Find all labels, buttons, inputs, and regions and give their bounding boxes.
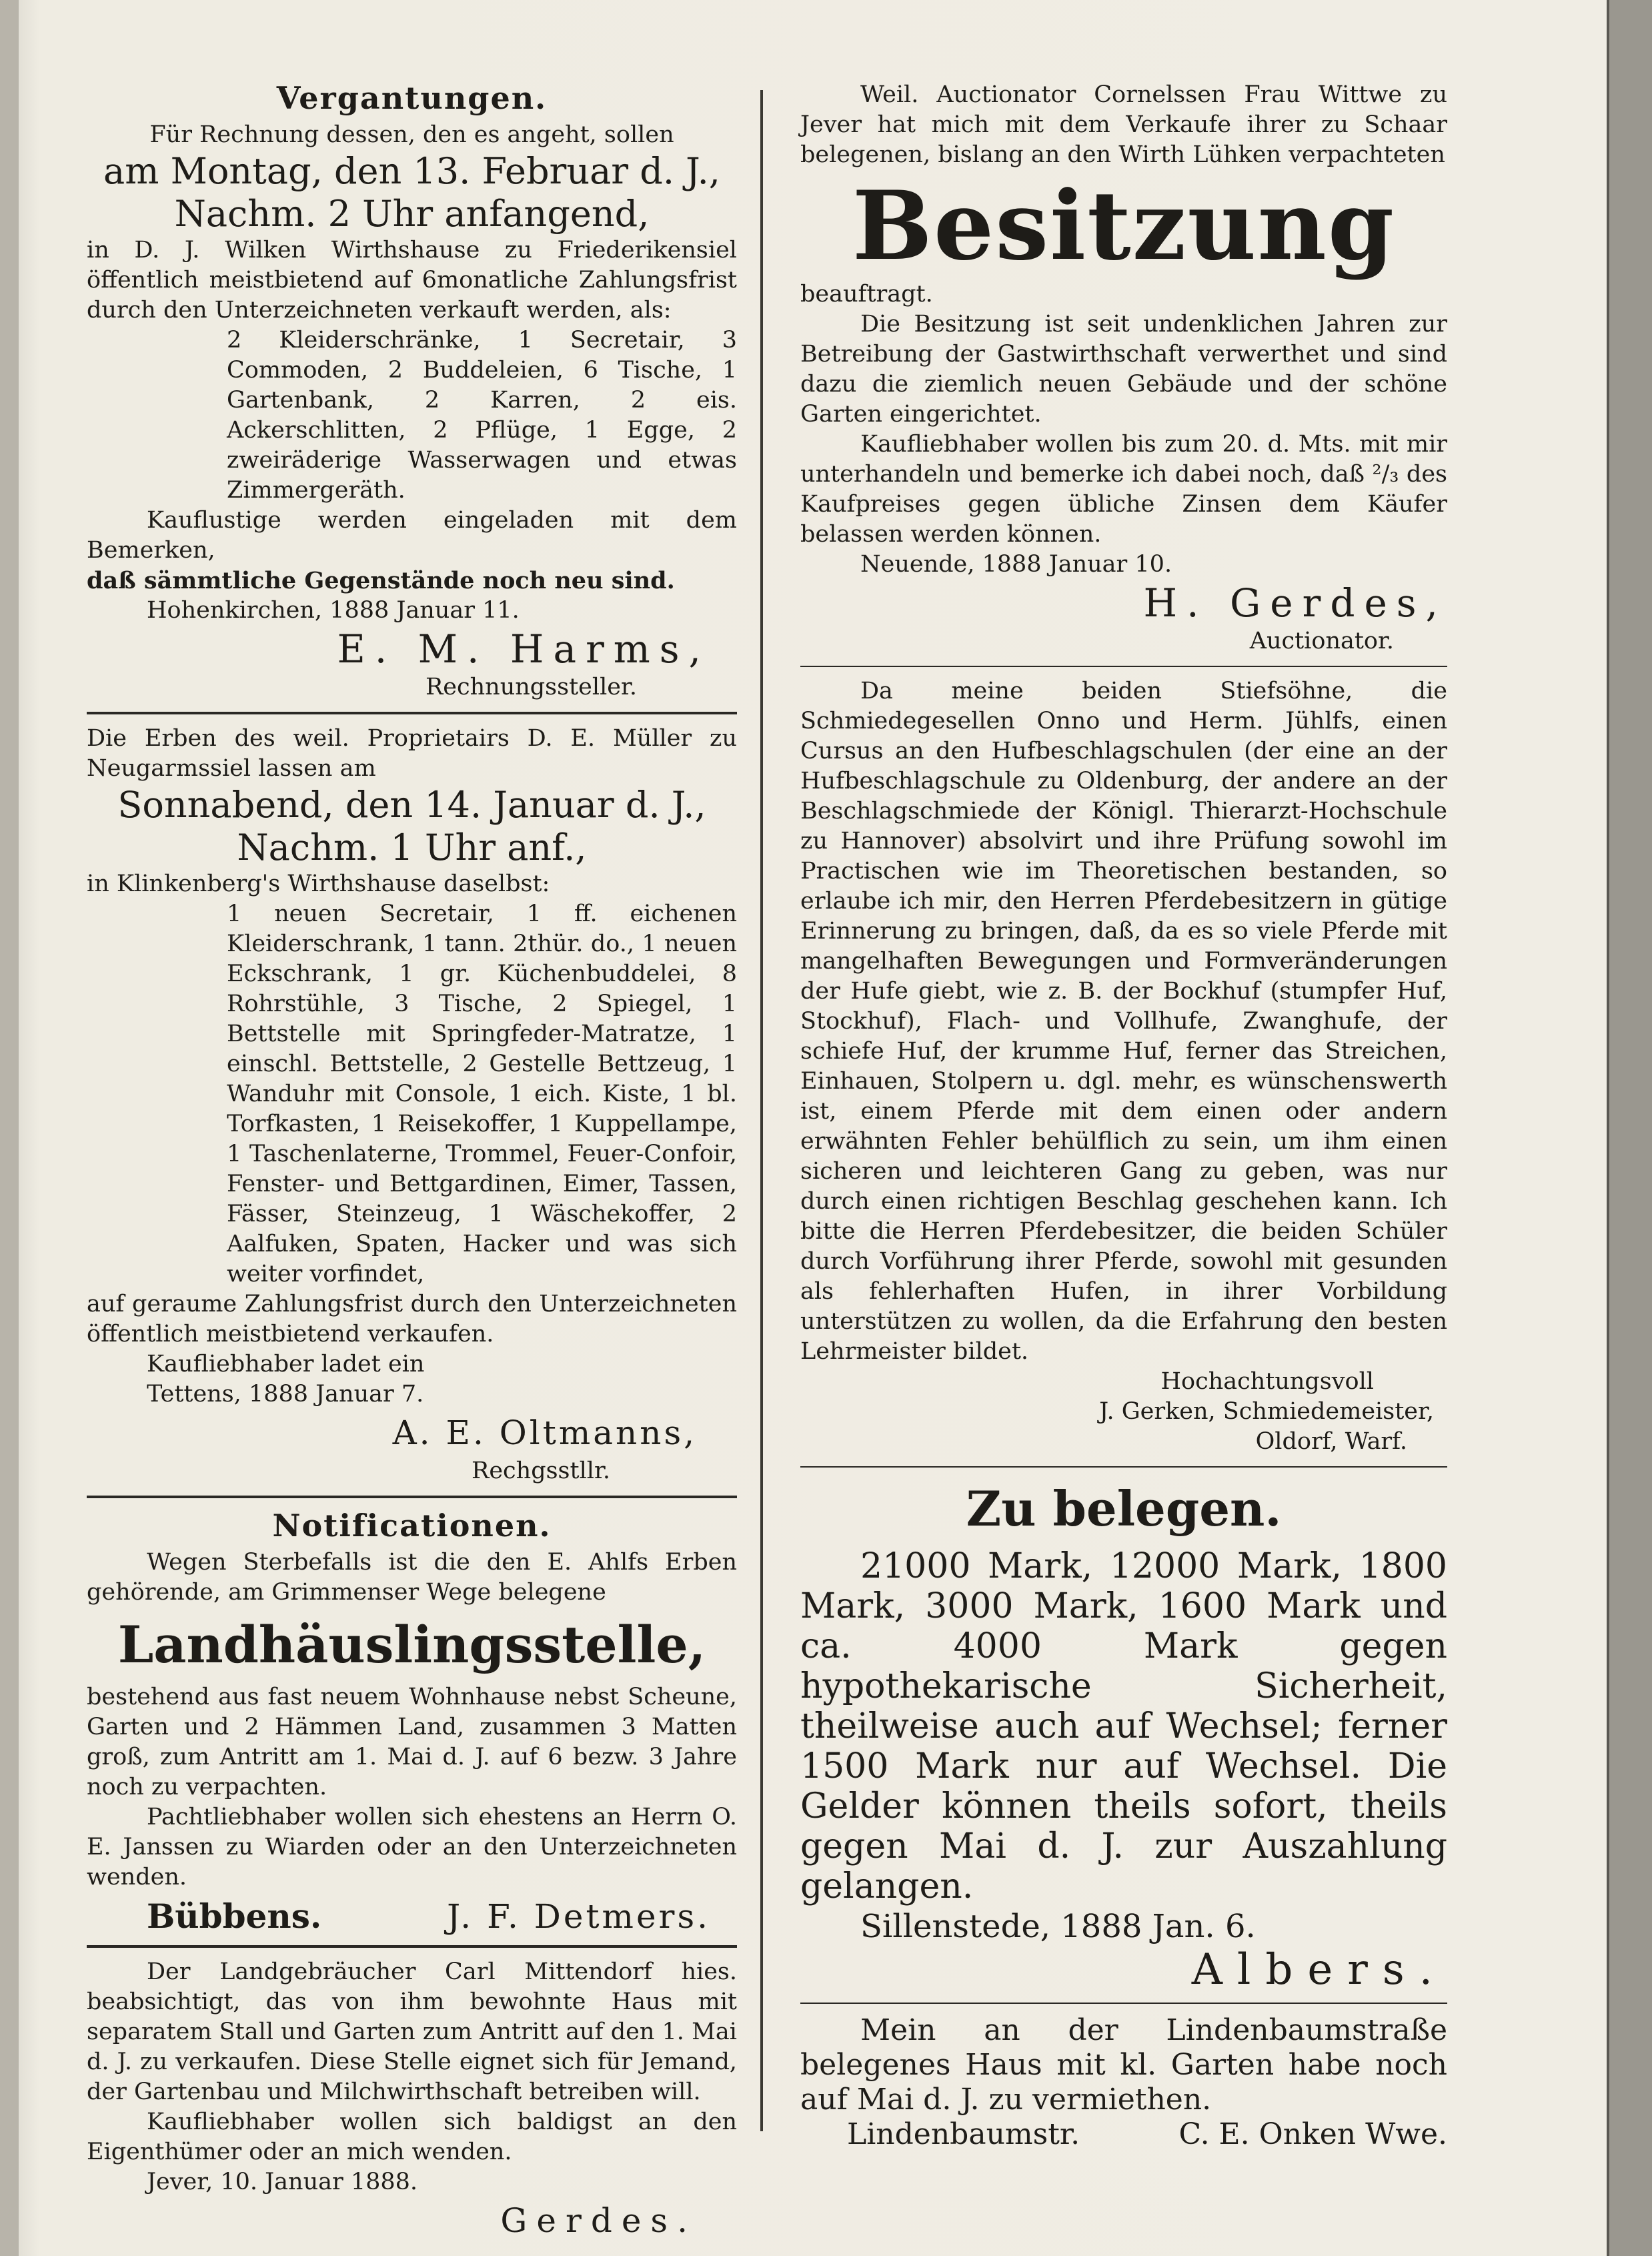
ad-body: bestehend aus fast neuem Wohnhause nebst Scheune, Garten und 2 Hämmen Land, zusammen 3 Matten groß, zum Antritt am 1. Mai d. J. auf 6 bezw. 3 Jahre noch zu verpachten. (87, 1684, 737, 1800)
ad-intro: Für Rechnung dessen, den es angeht, sollen (149, 121, 674, 148)
ad-zu-belegen (800, 1477, 1447, 1993)
ad-date-line: am Montag, den 13. Februar d. J., (103, 150, 720, 192)
ad-body: Mein an der Lindenbaumstraße belegenes Haus mit kl. Garten habe noch auf Mai d. J. zu vermiethen. (800, 2013, 1447, 2117)
ad-contact: Kaufliebhaber wollen sich baldigst an den Eigenthümer oder an mich wenden. (87, 2109, 737, 2165)
ad-mittendorf (87, 1957, 737, 2244)
page-left-edge (0, 0, 19, 2256)
ad-place: Bübbens. (147, 1896, 322, 1936)
ad-place-date: Sillenstede, 1888 Jan. 6. (860, 1908, 1256, 1945)
page-right-edge (1609, 0, 1652, 2256)
ad-separator (87, 1945, 737, 1948)
ad-time-line: Nachm. 1 Uhr anf., (237, 826, 587, 869)
ad-body: in D. J. Wilken Wirthshause zu Friederikensiel öffentlich meistbietend auf 6monatliche Zahlungsfrist durch den Unterzeichneten verkauft werden, als: (87, 237, 737, 324)
ad-date-line: Sonnabend, den 14. Januar d. J., (117, 784, 706, 826)
ad-signature: A. E. Oltmanns, (392, 1414, 697, 1452)
ad-place-date: Tettens, 1888 Januar 7. (147, 1381, 424, 1407)
section-title: Zu belegen. (966, 1480, 1282, 1537)
ad-intro: Die Erben des weil. Proprietairs D. E. Müller zu Neugarmssiel lassen am (87, 725, 737, 782)
ad-signature: E. M. Harms, (337, 626, 710, 672)
ad-signature-title: Rechnungssteller. (425, 674, 637, 700)
ad-body: Da meine beiden Stiefsöhne, die Schmiedegesellen Onno und Herm. Jühlfs, einen Cursus an den Hufbeschlagschulen (der eine an der Hufbeschlagschule zu Oldenburg, der andere an der Beschlagschmiede der Königl. Thierarzt-Hochschule zu Hannover) absolvirt und ihre Prüfung sowohl im Practischen wie im Theoretischen bestanden, so erlaube ich mir, den Herren Pferdebesitzern in gütige Erinnerung zu bringen, daß, da es so viele Pferde mit mangelhaften Bewegungen und Formveränderungen der Hufe giebt, wie z. B. der Bockhuf (stumpfer Huf, Stockhuf), Flach- und Vollhufe, Zwanghufe, der schiefe Huf, der krumme Huf, ferner das Streichen, Einhauen, Stolpern u. dgl. mehr, es wünschenswerth ist, einem Pferde mit dem einen oder andern erwähnten Fehler behülflich zu sein, um ihm einen sicheren und leichteren Gang zu geben, was nur durch einen richtigen Beschlag geschehen kann. Ich bitte die Herren Pferdebesitzer, die beiden Schüler durch Vorführung ihrer Pferde, sowohl mit gesunden als fehlerhaften Hufen, in ihrer Vorbildung unterstützen zu wollen, da die Erfahrung den besten Lehrmeister bildet. (800, 678, 1447, 1365)
ad-mueller-auction (87, 724, 737, 1486)
ad-assigned: beauftragt. (800, 281, 933, 308)
ad-body: Der Landgebräucher Carl Mittendorf hies. beabsichtigt, das von ihm bewohnte Haus mit separatem Stall und Garten zum Antritt auf den 1. Mai d. J. zu verkaufen. Diese Stelle eignet sich für Jemand, der Gartenbau und Milchwirthschaft betreiben will. (87, 1958, 737, 2105)
ad-signature-title: Auctionator. (1249, 628, 1394, 654)
ad-place-date: Hohenkirchen, 1888 Januar 11. (147, 597, 520, 624)
ad-hufbeschlag (800, 676, 1447, 1457)
ad-signature: J. F. Detmers. (447, 1897, 710, 1936)
section-title: Vergantungen. (276, 80, 548, 116)
column-divider (760, 90, 763, 2131)
ad-invite: Kaufliebhaber ladet ein (147, 1351, 425, 1377)
ad-street: Lindenbaumstr. (847, 2117, 1080, 2151)
ad-place: in Klinkenberg's Wirthshause daselbst: (87, 871, 550, 897)
ad-body: 21000 Mark, 12000 Mark, 1800 Mark, 3000 Mark, 1600 Mark und ca. 4000 Mark gegen hypothekarische Sicherheit, theilweise auch auf Wechsel; ferner 1500 Mark nur auf Wechsel. Die Gelder können theils sofort, theils gegen Mai d. J. zur Auszahlung gelangen. (800, 1546, 1447, 1906)
ad-signature: Albers. (1191, 1945, 1447, 1995)
ad-items: 2 Kleiderschränke, 1 Secretair, 3 Commoden, 2 Buddeleien, 6 Tische, 1 Gartenbank, 2 Karren, 2 eis. Ackerschlitten, 2 Pflüge, 1 Egge, 2 zweiräderige Wasserwagen und etwas Zimmergeräth. (227, 327, 737, 504)
ad-contact: Pachtliebhaber wollen sich ehestens an Herrn O. E. Janssen zu Wiarden oder an den Unterzeichneten wenden. (87, 1804, 737, 1890)
ad-body: Die Besitzung ist seit undenklichen Jahren zur Betreibung der Gastwirthschaft verwerthet und sind dazu die ziemlich neuen Gebäude und der schöne Garten eingerichtet. (800, 311, 1447, 428)
ad-signature: H. Gerdes, (1143, 580, 1447, 626)
ad-signature-title: Rechgsstllr. (471, 1458, 610, 1484)
ad-besitzung (800, 80, 1447, 656)
ad-note: daß sämmtliche Gegenstände noch neu sind. (87, 567, 675, 594)
ad-separator (87, 712, 737, 714)
ad-items: 1 neuen Secretair, 1 ff. eichenen Kleiderschrank, 1 tann. 2thür. do., 1 neuen Eckschrank, 1 gr. Küchenbuddelei, 8 Rohrstühle, 3 Tische, 2 Spiegel, 1 Bettstelle mit Springfeder-Matratze, 1 einschl. Bettstelle, 2 Gestelle Bettzeug, 1 Wanduhr mit Console, 1 eich. Kiste, 1 bl. Torfkasten, 1 Reisekoffer, 1 Kuppellampe, 1 Taschenlaterne, Trommel, Feuer-Confoir, Fenster- und Bettgardinen, Eimer, Tassen, Fässer, Steinzeug, 1 Wäschekoffer, 2 Aalfuken, Spaten, Hacker und was sich weiter vorfindet, (227, 901, 737, 1287)
ad-separator (800, 1466, 1447, 1468)
section-title: Notificationen. (272, 1508, 552, 1544)
ad-footer (800, 2117, 1447, 2151)
right-column (800, 80, 1447, 2151)
ad-separator (87, 1496, 737, 1498)
ad-terms: auf geraume Zahlungsfrist durch den Unterzeichneten öffentlich meistbietend verkaufen. (87, 1291, 737, 1347)
ad-invite: Kauflustige werden eingeladen mit dem Bemerken, (87, 507, 737, 564)
ad-intro: Weil. Auctionator Cornelssen Frau Wittwe zu Jever hat mich mit dem Verkaufe ihrer zu Schaar belegenen, bislang an den Wirth Lühken verpachteten (800, 81, 1447, 168)
ad-time-line: Nachm. 2 Uhr anfangend, (174, 193, 650, 235)
ad-place-date: Jever, 10. Januar 1888. (147, 2169, 418, 2195)
ad-footer (87, 1896, 737, 1936)
ad-place-date: Neuende, 1888 Januar 10. (860, 551, 1172, 578)
ad-lindenbaum (800, 2013, 1447, 2151)
left-column (87, 80, 737, 2244)
ad-notificationen (87, 1508, 737, 1936)
ad-vergantungen (87, 80, 737, 702)
ad-signature: Gerdes. (500, 2201, 697, 2240)
ad-address: Oldorf, Warf. (1255, 1428, 1407, 1455)
ad-closing: Hochachtungsvoll (1160, 1368, 1374, 1395)
ad-separator (800, 666, 1447, 667)
ad-signature: J. Gerken, Schmiedemeister, (1099, 1398, 1434, 1425)
ad-display-heading: Landhäuslingsstelle, (117, 1615, 706, 1674)
ad-display-heading: Besitzung (852, 171, 1396, 281)
ad-terms: Kaufliebhaber wollen bis zum 20. d. Mts. mit mir unterhandeln und bemerke ich dabei noch, daß ²/₃ des Kaufpreises gegen übliche Zinsen dem Käufer belassen werden können. (800, 431, 1447, 548)
ad-intro: Wegen Sterbefalls ist die den E. Ahlfs Erben gehörende, am Grimmenser Wege belegene (87, 1549, 737, 1606)
ad-signature: C. E. Onken Wwe. (1178, 2117, 1447, 2151)
ad-separator (800, 2003, 1447, 2004)
